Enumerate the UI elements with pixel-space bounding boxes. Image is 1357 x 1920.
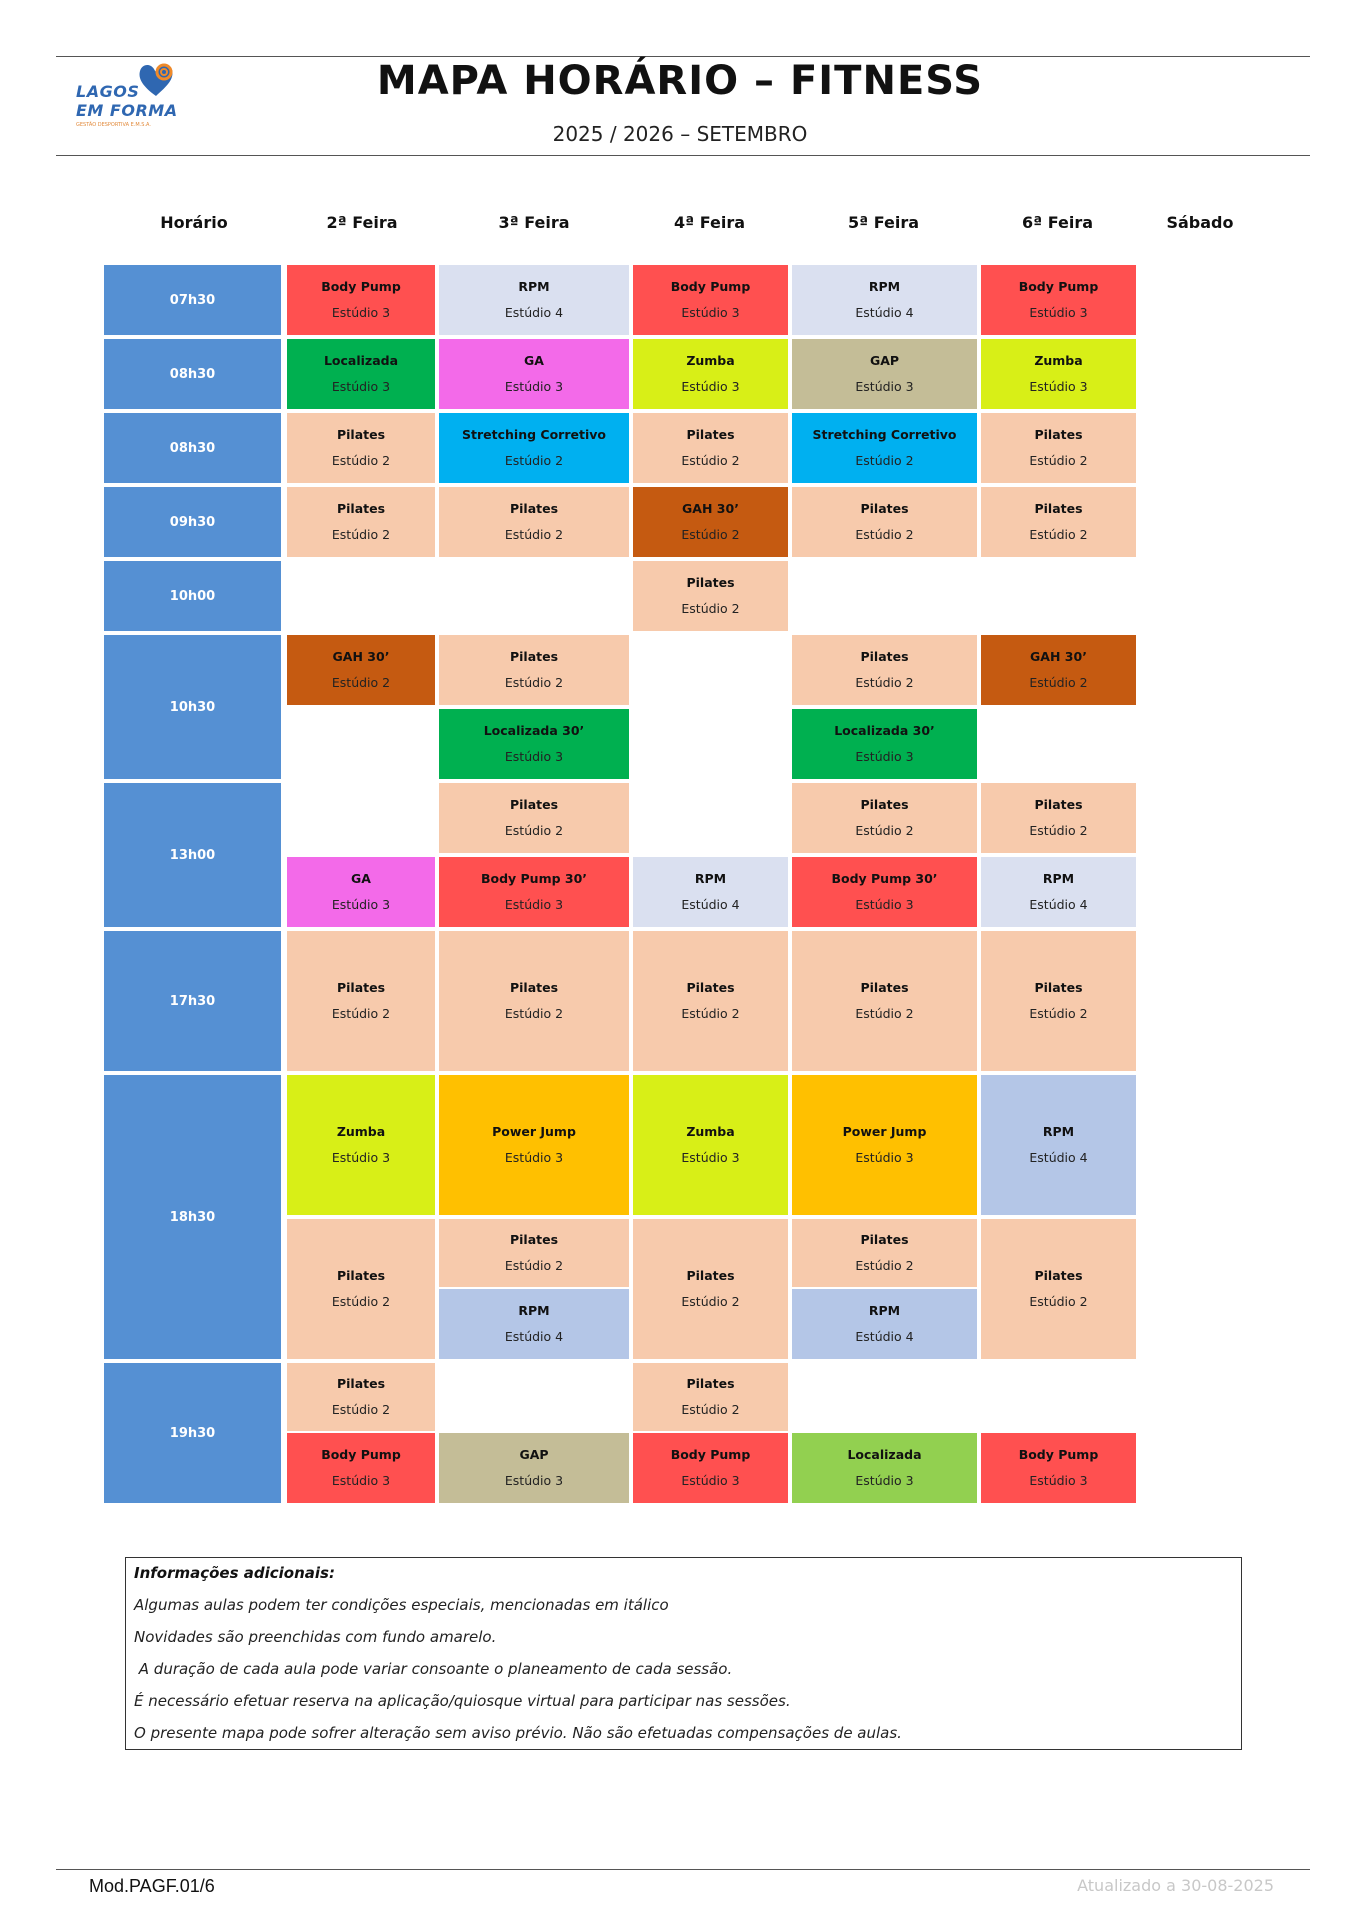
class-cell <box>981 1075 1136 1215</box>
class-name: Pilates <box>860 501 909 516</box>
document-code: Mod.PAGF.01/6 <box>89 1876 215 1896</box>
class-studio: Estúdio 2 <box>1029 675 1088 690</box>
class-studio: Estúdio 3 <box>504 379 564 394</box>
class-cell <box>439 783 629 853</box>
logo-line2: EM FORMA <box>76 101 178 120</box>
class-studio: Estúdio 2 <box>331 453 391 468</box>
class-name: Localizada <box>323 353 399 368</box>
class-studio: Estúdio 2 <box>331 1402 391 1417</box>
class-studio: Estúdio 3 <box>504 749 564 764</box>
class-studio: Estúdio 3 <box>504 1473 564 1488</box>
time-slot: 08h30 <box>104 339 281 409</box>
column-header-saturday: Sábado <box>1166 213 1234 232</box>
info-line: Novidades são preenchidas com fundo amarelo. <box>134 1628 497 1646</box>
class-name: Pilates <box>1034 501 1083 516</box>
class-cell <box>287 413 435 483</box>
class-name: Pilates <box>509 1232 559 1247</box>
class-name: Body Pump 30’ <box>480 871 588 886</box>
class-name: GAP <box>519 1447 549 1462</box>
column-header-wednesday: 4ª Feira <box>673 213 746 232</box>
logo-subtitle: GESTÃO DESPORTIVA E.M.S.A. <box>76 122 151 128</box>
class-cell <box>287 1363 435 1431</box>
class-cell <box>439 265 629 335</box>
class-cell <box>439 857 629 927</box>
page-subtitle: 2025 / 2026 – SETEMBRO <box>552 122 808 146</box>
class-cell <box>439 413 629 483</box>
time-slot: 07h30 <box>104 265 281 335</box>
class-studio: Estúdio 2 <box>1029 453 1088 468</box>
class-studio: Estúdio 2 <box>504 675 564 690</box>
class-cell <box>287 635 435 705</box>
class-name: RPM <box>868 1303 901 1318</box>
class-studio: Estúdio 2 <box>855 1258 914 1273</box>
class-cell <box>287 931 435 1071</box>
class-cell <box>792 1075 977 1215</box>
class-cell <box>792 709 977 779</box>
class-studio: Estúdio 2 <box>681 1006 740 1021</box>
lagos-em-forma-logo <box>72 60 192 140</box>
class-studio: Estúdio 3 <box>504 897 564 912</box>
info-title: Informações adicionais: <box>134 1564 335 1582</box>
time-slot: 08h30 <box>104 413 281 483</box>
class-name: GAH 30’ <box>332 649 390 664</box>
class-studio: Estúdio 3 <box>855 749 914 764</box>
class-studio: Estúdio 4 <box>1029 897 1088 912</box>
class-cell <box>287 339 435 409</box>
class-name: Pilates <box>686 1268 735 1283</box>
class-name: Zumba <box>336 1124 386 1139</box>
class-studio: Estúdio 2 <box>1029 527 1088 542</box>
class-cell <box>439 1289 629 1359</box>
class-cell <box>633 1075 788 1215</box>
class-cell <box>439 1075 629 1215</box>
header-bottom-rule <box>56 155 1310 156</box>
class-name: Power Jump <box>492 1124 576 1139</box>
class-cell <box>633 1219 788 1359</box>
class-name: Pilates <box>1034 1268 1083 1283</box>
class-studio: Estúdio 2 <box>504 527 564 542</box>
class-cell <box>439 487 629 557</box>
class-studio: Estúdio 2 <box>855 527 914 542</box>
class-studio: Estúdio 2 <box>331 1006 391 1021</box>
column-header-tuesday: 3ª Feira <box>498 213 570 232</box>
class-cell <box>792 783 977 853</box>
class-cell <box>792 487 977 557</box>
class-cell <box>439 1219 629 1287</box>
class-name: Pilates <box>686 575 735 590</box>
class-name: Pilates <box>336 1268 386 1283</box>
class-cell <box>792 931 977 1071</box>
class-name: GA <box>524 353 544 368</box>
class-name: Pilates <box>336 1376 386 1391</box>
class-studio: Estúdio 2 <box>1029 823 1088 838</box>
class-name: Body Pump <box>321 279 401 294</box>
class-cell <box>439 931 629 1071</box>
class-cell <box>439 1433 629 1503</box>
class-cell <box>981 635 1136 705</box>
class-name: Body Pump <box>670 279 751 294</box>
class-studio: Estúdio 4 <box>681 897 740 912</box>
class-studio: Estúdio 2 <box>331 1294 391 1309</box>
class-cell <box>287 1219 435 1359</box>
class-studio: Estúdio 2 <box>504 1006 564 1021</box>
class-name: Body Pump <box>1018 279 1099 294</box>
info-line: Algumas aulas podem ter condições especiais, mencionadas em itálico <box>134 1596 669 1614</box>
time-slot: 09h30 <box>104 487 281 557</box>
logo-line1: LAGOS <box>76 82 140 101</box>
class-name: RPM <box>1042 1124 1075 1139</box>
class-cell <box>633 931 788 1071</box>
class-cell <box>439 635 629 705</box>
class-cell <box>981 857 1136 927</box>
class-name: Pilates <box>860 980 909 995</box>
class-cell <box>981 1433 1136 1503</box>
class-name: Zumba <box>686 353 735 368</box>
class-studio: Estúdio 3 <box>855 1150 914 1165</box>
class-studio: Estúdio 2 <box>855 823 914 838</box>
class-studio: Estúdio 3 <box>331 1150 391 1165</box>
class-studio: Estúdio 4 <box>504 1329 564 1344</box>
class-cell <box>287 1433 435 1503</box>
updated-date: Atualizado a 30-08-2025 <box>1077 1876 1274 1895</box>
class-name: GAP <box>869 353 900 368</box>
class-cell <box>633 413 788 483</box>
additional-info-box <box>125 1557 1242 1750</box>
class-studio: Estúdio 2 <box>504 823 564 838</box>
class-studio: Estúdio 4 <box>855 1329 914 1344</box>
class-cell <box>439 709 629 779</box>
class-studio: Estúdio 3 <box>1029 379 1088 394</box>
class-studio: Estúdio 3 <box>681 1473 740 1488</box>
class-studio: Estúdio 3 <box>855 897 914 912</box>
class-studio: Estúdio 3 <box>681 1150 740 1165</box>
class-name: Localizada 30’ <box>834 723 935 738</box>
class-studio: Estúdio 2 <box>331 527 391 542</box>
class-cell <box>981 783 1136 853</box>
class-cell <box>287 487 435 557</box>
class-cell <box>287 265 435 335</box>
class-cell <box>633 339 788 409</box>
class-cell <box>633 487 788 557</box>
class-cell <box>633 561 788 631</box>
class-cell <box>792 339 977 409</box>
class-studio: Estúdio 2 <box>681 601 740 616</box>
page-title: MAPA HORÁRIO – FITNESS <box>376 58 984 104</box>
time-slot: 13h00 <box>104 783 281 927</box>
class-studio: Estúdio 2 <box>504 453 564 468</box>
class-name: Stretching Corretivo <box>462 427 606 442</box>
class-name: Stretching Corretivo <box>812 427 957 442</box>
class-cell <box>981 265 1136 335</box>
class-studio: Estúdio 2 <box>504 1258 564 1273</box>
class-studio: Estúdio 3 <box>1029 1473 1088 1488</box>
class-studio: Estúdio 2 <box>681 1402 740 1417</box>
class-name: Pilates <box>860 1232 909 1247</box>
class-name: RPM <box>1042 871 1075 886</box>
info-line: O presente mapa pode sofrer alteração sem aviso prévio. Não são efetuadas compensações de aulas. <box>134 1724 902 1742</box>
top-rule <box>56 56 1310 57</box>
class-cell <box>633 1433 788 1503</box>
class-name: RPM <box>868 279 901 294</box>
time-slot: 10h00 <box>104 561 281 631</box>
class-name: RPM <box>694 871 727 886</box>
class-name: Pilates <box>509 797 559 812</box>
class-studio: Estúdio 3 <box>681 305 740 320</box>
class-name: Pilates <box>686 980 735 995</box>
class-name: RPM <box>518 1303 550 1318</box>
class-name: Body Pump 30’ <box>831 871 938 886</box>
time-slot: 17h30 <box>104 931 281 1071</box>
column-header-horario: Horário <box>160 213 228 232</box>
class-name: Pilates <box>686 1376 735 1391</box>
class-name: Pilates <box>1034 427 1083 442</box>
class-studio: Estúdio 3 <box>681 379 740 394</box>
class-cell <box>633 1363 788 1431</box>
class-cell <box>981 931 1136 1071</box>
class-studio: Estúdio 2 <box>1029 1294 1088 1309</box>
class-cell <box>792 635 977 705</box>
class-cell <box>792 265 977 335</box>
class-studio: Estúdio 2 <box>855 1006 914 1021</box>
class-name: Power Jump <box>842 1124 927 1139</box>
class-name: Pilates <box>1034 797 1083 812</box>
class-name: RPM <box>518 279 550 294</box>
class-studio: Estúdio 3 <box>504 1150 564 1165</box>
column-header-monday: 2ª Feira <box>326 213 398 232</box>
class-name: Pilates <box>1034 980 1083 995</box>
class-cell <box>981 413 1136 483</box>
class-name: Pilates <box>509 501 559 516</box>
class-cell <box>287 1075 435 1215</box>
column-header-thursday: 5ª Feira <box>847 213 920 232</box>
class-studio: Estúdio 2 <box>331 675 391 690</box>
class-studio: Estúdio 2 <box>681 1294 740 1309</box>
class-cell <box>981 1219 1136 1359</box>
time-slot: 18h30 <box>104 1075 281 1359</box>
time-slot: 10h30 <box>104 635 281 779</box>
class-name: Pilates <box>336 427 386 442</box>
class-name: Zumba <box>686 1124 735 1139</box>
class-cell <box>633 857 788 927</box>
class-name: Pilates <box>860 649 909 664</box>
class-studio: Estúdio 3 <box>1029 305 1088 320</box>
class-name: Localizada 30’ <box>483 723 585 738</box>
column-header-friday: 6ª Feira <box>1021 213 1094 232</box>
info-line: É necessário efetuar reserva na aplicação/quiosque virtual para participar nas sessões. <box>134 1692 791 1710</box>
time-slot: 19h30 <box>104 1363 281 1503</box>
class-studio: Estúdio 2 <box>681 453 740 468</box>
class-cell <box>633 265 788 335</box>
class-name: Body Pump <box>1018 1447 1099 1462</box>
class-cell <box>792 1433 977 1503</box>
class-cell <box>981 339 1136 409</box>
info-line: A duração de cada aula pode variar consoante o planeamento de cada sessão. <box>134 1660 733 1678</box>
class-cell <box>792 857 977 927</box>
class-studio: Estúdio 3 <box>331 305 391 320</box>
class-cell <box>287 857 435 927</box>
class-studio: Estúdio 4 <box>1029 1150 1088 1165</box>
class-studio: Estúdio 3 <box>855 379 914 394</box>
class-studio: Estúdio 3 <box>331 1473 391 1488</box>
class-studio: Estúdio 2 <box>681 527 740 542</box>
class-cell <box>981 487 1136 557</box>
class-studio: Estúdio 2 <box>855 675 914 690</box>
class-name: Body Pump <box>670 1447 751 1462</box>
class-studio: Estúdio 2 <box>1029 1006 1088 1021</box>
class-studio: Estúdio 4 <box>504 305 564 320</box>
class-name: GA <box>351 871 371 886</box>
class-name: GAH 30’ <box>682 501 739 516</box>
class-cell <box>792 1289 977 1359</box>
heart-spiral-icon <box>136 60 176 100</box>
class-name: Pilates <box>336 980 386 995</box>
class-cell <box>792 1219 977 1287</box>
class-name: Body Pump <box>321 1447 401 1462</box>
class-studio: Estúdio 2 <box>855 453 914 468</box>
class-cell <box>439 339 629 409</box>
class-name: Pilates <box>860 797 909 812</box>
class-name: Pilates <box>686 427 735 442</box>
class-studio: Estúdio 3 <box>855 1473 914 1488</box>
class-name: Pilates <box>509 649 559 664</box>
class-name: Zumba <box>1034 353 1083 368</box>
class-name: Localizada <box>847 1447 922 1462</box>
class-studio: Estúdio 3 <box>331 897 391 912</box>
class-cell <box>792 413 977 483</box>
class-name: Pilates <box>509 980 559 995</box>
class-name: Pilates <box>336 501 386 516</box>
class-name: GAH 30’ <box>1030 649 1087 664</box>
class-studio: Estúdio 3 <box>331 379 391 394</box>
class-studio: Estúdio 4 <box>855 305 914 320</box>
footer-rule <box>56 1869 1310 1870</box>
